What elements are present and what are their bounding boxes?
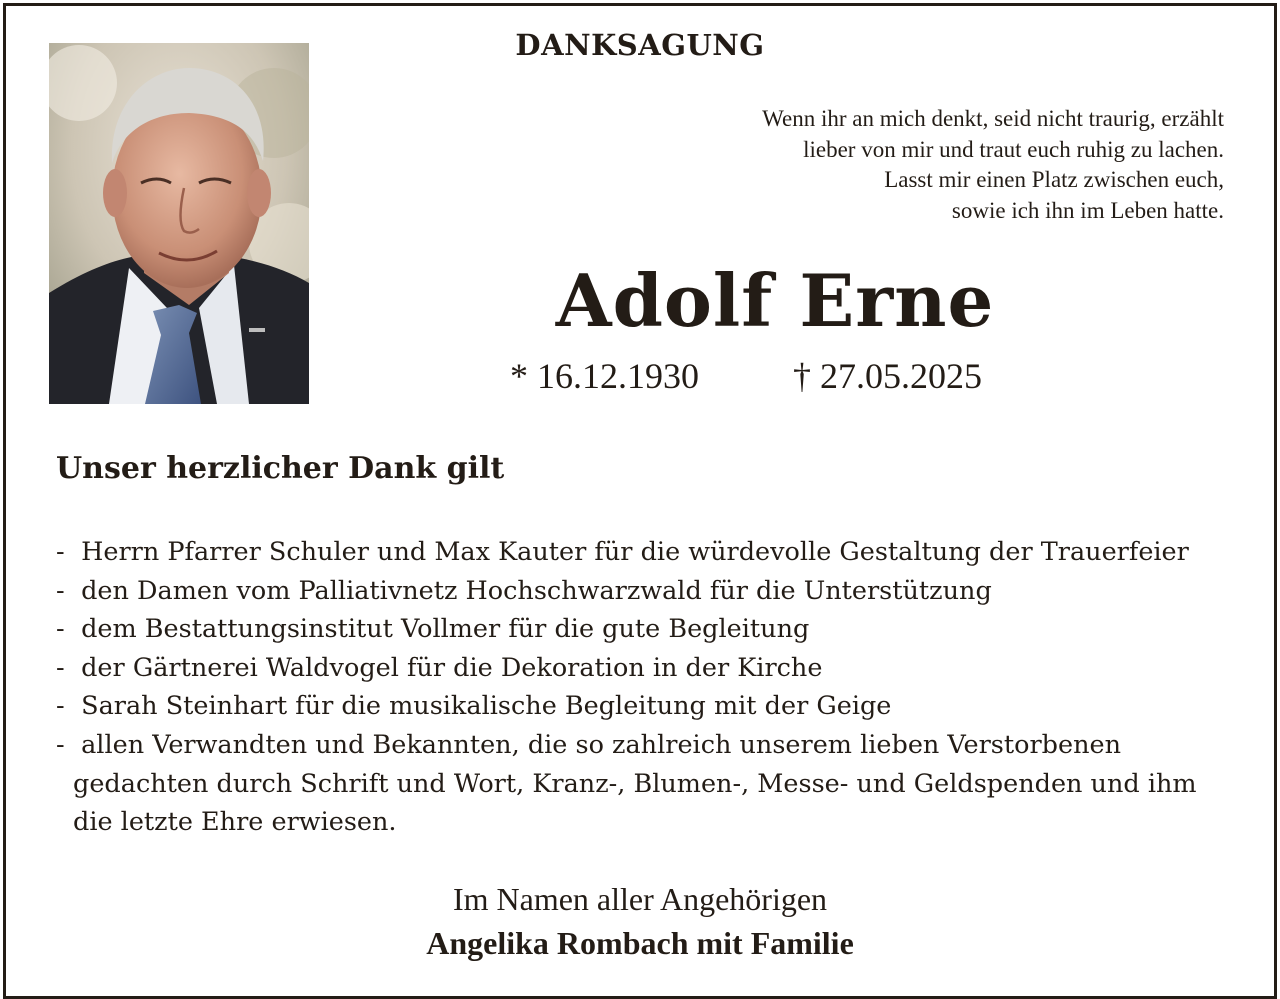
signature-intro: Im Namen aller Angehörigen — [452, 881, 828, 917]
notice-heading: DANKSAGUNG — [515, 28, 765, 62]
birth-date: * 16.12.1930 — [510, 356, 699, 396]
memorial-poem — [604, 104, 1224, 226]
poem-line: lieber von mir und traut euch ruhig zu lachen. — [803, 136, 1224, 162]
thanks-item: - allen Verwandten und Bekannten, die so zahlreich unserem lieben Verstorbenen gedachten durch Schrift und Wort, Kranz-, Blumen-, Messe- und Geldspenden und ihm die letzte Ehre erwiesen. — [56, 729, 1197, 838]
signature-name: Angelika Rombach mit Familie — [426, 925, 854, 961]
poem-line: Lasst mir einen Platz zwischen euch, — [884, 167, 1224, 192]
thanks-item: - Herrn Pfarrer Schuler und Max Kauter für die würdevolle Gestaltung der Trauerfeier — [56, 537, 1189, 567]
thanks-item: - den Damen vom Palliativnetz Hochschwarzwald für die Unterstützung — [56, 575, 992, 606]
portrait-photo — [49, 43, 309, 404]
thanks-item: - Sarah Steinhart für die musikalische Begleitung mit der Geige — [56, 691, 892, 722]
deceased-name: Adolf Erne — [555, 258, 995, 343]
thanks-item: - dem Bestattungsinstitut Vollmer für die gute Begleitung — [56, 614, 810, 645]
thanks-item: - der Gärtnerei Waldvogel für die Dekoration in der Kirche — [56, 652, 823, 683]
poem-line: Wenn ihr an mich denkt, seid nicht traurig, erzählt — [762, 106, 1224, 131]
poem-line: sowie ich ihn im Leben hatte. — [951, 197, 1224, 223]
thanks-list — [56, 533, 1236, 842]
death-date: † 27.05.2025 — [793, 356, 982, 396]
thanks-title: Unser herzlicher Dank gilt — [56, 451, 505, 486]
